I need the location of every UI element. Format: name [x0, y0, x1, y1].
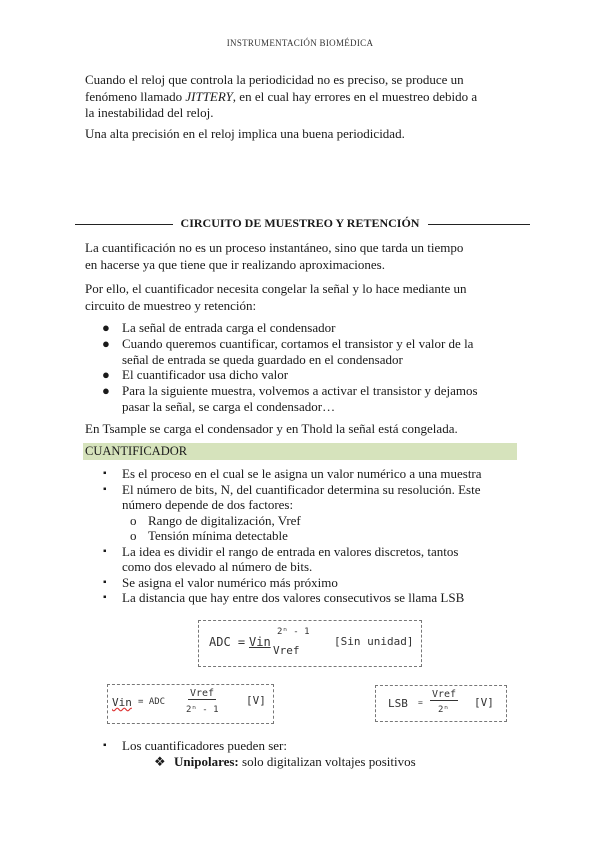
bullet-square-icon: ▪ — [103, 545, 107, 557]
bullet-square-icon: ▪ — [103, 483, 107, 495]
sub-list-item — [100, 513, 520, 529]
list-item — [100, 482, 520, 513]
formula-numerator: Vref — [190, 688, 215, 699]
bullet-text: Se asigna el valor numérico más próximo — [122, 574, 338, 590]
bullet-dot-icon: ● — [102, 367, 110, 382]
text-line: Por ello, el cuantificador necesita congelar la señal y lo hace mediante un — [85, 281, 467, 296]
list-item — [100, 575, 520, 591]
bullet-text: La idea es dividir el rango de entrada en valores discretos, tantos — [122, 543, 459, 559]
text-line: La cuantificación no es un proceso instantáneo, sino que tarda un tiempo — [85, 240, 464, 255]
bullet-text: Cuando queremos cuantificar, cortamos el transistor y el valor de la — [122, 336, 474, 351]
section-paragraph-2 — [85, 281, 515, 314]
cuantificador-bullet-list — [100, 466, 520, 606]
formula-unit: [V] — [246, 694, 266, 707]
formula-text: = ADC — [138, 697, 166, 707]
list-item — [100, 383, 520, 414]
bullet-text: El cuantificador usa dicho valor — [122, 367, 289, 382]
intro-text: fenómeno llamado — [85, 88, 186, 104]
bullet-dot-icon: ● — [102, 336, 110, 351]
list-item — [100, 320, 520, 336]
bullet-text: Es el proceso en el cual se le asigna un valor numérico a una muestra — [122, 466, 482, 481]
intro-paragraph-2: Una alta precisión en el reloj implica una buena periodicidad. — [85, 126, 405, 141]
list-item — [100, 590, 520, 606]
formula-text: = — [418, 698, 423, 707]
formula-lsb-box — [375, 685, 507, 722]
sample-hold-bullet-list — [100, 320, 520, 414]
list-item — [100, 336, 520, 367]
cuantificador-heading: CUANTIFICADOR — [83, 443, 517, 460]
bullet-text: pasar la señal, se carga el condensador… — [122, 398, 336, 414]
formula-numerator: 2ⁿ - 1 — [277, 627, 310, 637]
sub-list-item — [100, 754, 520, 770]
formula-unit: [V] — [474, 696, 494, 709]
bullet-dot-icon: ● — [102, 383, 110, 398]
intro-text: , en el cual hay errores en el muestreo debido a — [232, 88, 478, 104]
list-item — [100, 466, 520, 482]
formula-text: Vin — [112, 696, 132, 709]
jittery-term: JITTERY — [185, 88, 233, 104]
bullet-text: La señal de entrada carga el condensador — [122, 320, 336, 335]
bullet-text: solo digitalizan voltajes positivos — [238, 753, 416, 769]
text-line: circuito de muestreo y retención: — [85, 297, 257, 313]
bullet-square-icon: ▪ — [103, 468, 107, 479]
section-title: CIRCUITO DE MUESTREO Y RETENCIÓN — [180, 216, 420, 230]
text-line: en hacerse ya que tiene que ir realizando aproximaciones. — [85, 256, 385, 272]
formula-adc-box — [198, 620, 422, 667]
list-item — [100, 738, 520, 754]
intro-line-2 — [85, 89, 515, 106]
diamond-bullet-icon: ❖ — [154, 753, 166, 769]
section-closing: En Tsample se carga el condensador y en Thold la señal está congelada. — [85, 421, 458, 436]
page-header: INSTRUMENTACIÓN BIOMÉDICA — [226, 38, 374, 48]
heading-rule-right — [428, 224, 530, 225]
bullet-text: Los cuantificadores pueden ser: — [122, 738, 287, 753]
formula-denominator: Vref — [273, 644, 300, 657]
section-paragraph-1 — [85, 240, 515, 273]
intro-paragraph-1 — [85, 72, 515, 122]
bullet-text: La distancia que hay entre dos valores consecutivos se llama LSB — [122, 590, 465, 605]
sub-list-item — [100, 528, 520, 544]
sub-bullet-icon: o — [130, 512, 137, 528]
intro-line-1: Cuando el reloj que controla la periodicidad no es preciso, se produce un — [85, 72, 464, 87]
formula-denominator: 2ⁿ — [438, 705, 449, 715]
bullet-square-icon: ▪ — [103, 740, 107, 751]
formula-denominator: 2ⁿ - 1 — [186, 705, 219, 715]
formula-unit: [Sin unidad] — [334, 635, 414, 648]
intro-line-3: la inestabilidad del reloj. — [85, 105, 214, 120]
formula-text: ADC = — [209, 635, 246, 649]
bullet-text: Rango de digitalización, Vref — [148, 512, 301, 528]
bullet-text: Tensión mínima detectable — [148, 528, 288, 543]
bullet-dot-icon: ● — [102, 320, 110, 335]
formula-vin-box — [107, 684, 274, 724]
bullet-text: número depende de dos factores: — [122, 497, 294, 512]
formula-text: Vin — [249, 635, 271, 649]
bullet-text: El número de bits, N, del cuantificador determina su resolución. Este — [122, 481, 481, 497]
heading-rule-left — [75, 224, 173, 225]
bullet-square-icon: ▪ — [103, 576, 107, 588]
unipolar-label: Unipolares: — [174, 753, 239, 769]
bullet-square-icon: ▪ — [103, 592, 107, 603]
formula-numerator: Vref — [432, 689, 457, 700]
list-item — [100, 367, 520, 383]
bullet-text: como dos elevado al número de bits. — [122, 559, 313, 574]
quantifier-types-list — [100, 738, 520, 769]
sub-bullet-icon: o — [130, 528, 137, 543]
list-item — [100, 544, 520, 575]
bullet-text: señal de entrada se queda guardado en el condensador — [122, 351, 403, 367]
bullet-text: Para la siguiente muestra, volvemos a activar el transistor y dejamos — [122, 383, 478, 398]
formula-text: LSB — [388, 697, 408, 710]
